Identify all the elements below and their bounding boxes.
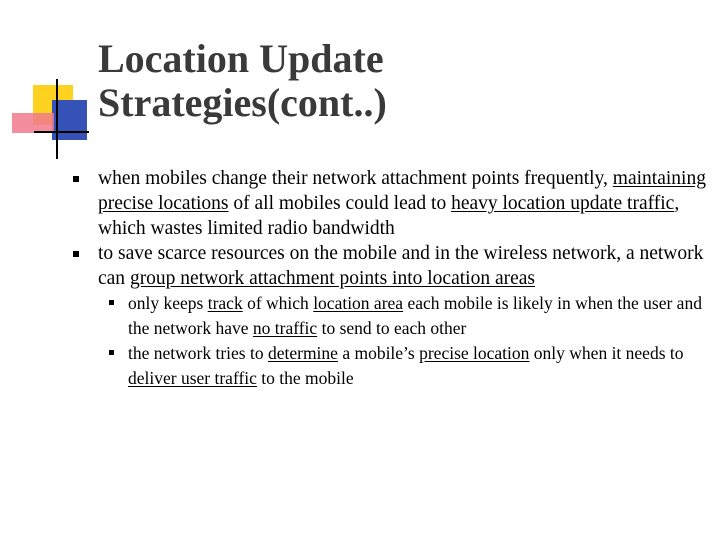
- bullet-text: of all mobiles could lead to: [228, 193, 452, 214]
- slide-title-line-2: Strategies(cont..): [98, 80, 387, 125]
- bullet-text: a mobile’s: [337, 343, 420, 363]
- bullet-text: to the mobile: [256, 368, 354, 388]
- underlined-text: maintaining precise locations: [98, 168, 706, 214]
- decor-red-bar: [12, 113, 54, 133]
- decor-horizontal-line: [34, 131, 89, 133]
- bullet-text: to save scarce resources on the mobile and in the wireless network, a network can: [98, 243, 704, 289]
- underlined-text: group network attachment points into location areas: [129, 268, 535, 289]
- square-bullet-icon: [109, 300, 114, 305]
- bullet-text: when mobiles change their network attachment points frequently,: [98, 168, 613, 189]
- sub-bullet-item: [72, 341, 712, 391]
- square-bullet-icon: [73, 251, 79, 257]
- underlined-text: no traffic: [252, 318, 318, 338]
- underlined-text: determine: [267, 343, 338, 363]
- underlined-text: track: [207, 293, 243, 313]
- bullet-list: [72, 166, 712, 391]
- decor-vertical-line: [56, 79, 58, 159]
- bullet-text: only keeps: [128, 293, 208, 313]
- bullet-text: to send to each other: [317, 318, 467, 338]
- underlined-text: heavy location update traffic: [451, 193, 675, 214]
- bullet-item: [72, 241, 712, 291]
- slide-title-line-1: Location Update: [98, 36, 384, 81]
- slide-title: [98, 37, 387, 125]
- sub-bullet-item: [72, 291, 712, 341]
- underlined-text: deliver user traffic: [128, 368, 257, 388]
- bullet-text: of which: [242, 293, 314, 313]
- bullet-text: only when it needs to: [529, 343, 684, 363]
- bullet-text: the network tries to: [128, 343, 268, 363]
- bullet-text: , which wastes limited radio bandwidth: [98, 193, 680, 239]
- underlined-text: precise location: [419, 343, 530, 363]
- bullet-text: each mobile is likely in when the user and the network have: [128, 293, 702, 338]
- square-bullet-icon: [73, 176, 79, 182]
- underlined-text: location area: [313, 293, 404, 313]
- square-bullet-icon: [109, 350, 114, 355]
- bullet-item: [72, 166, 712, 241]
